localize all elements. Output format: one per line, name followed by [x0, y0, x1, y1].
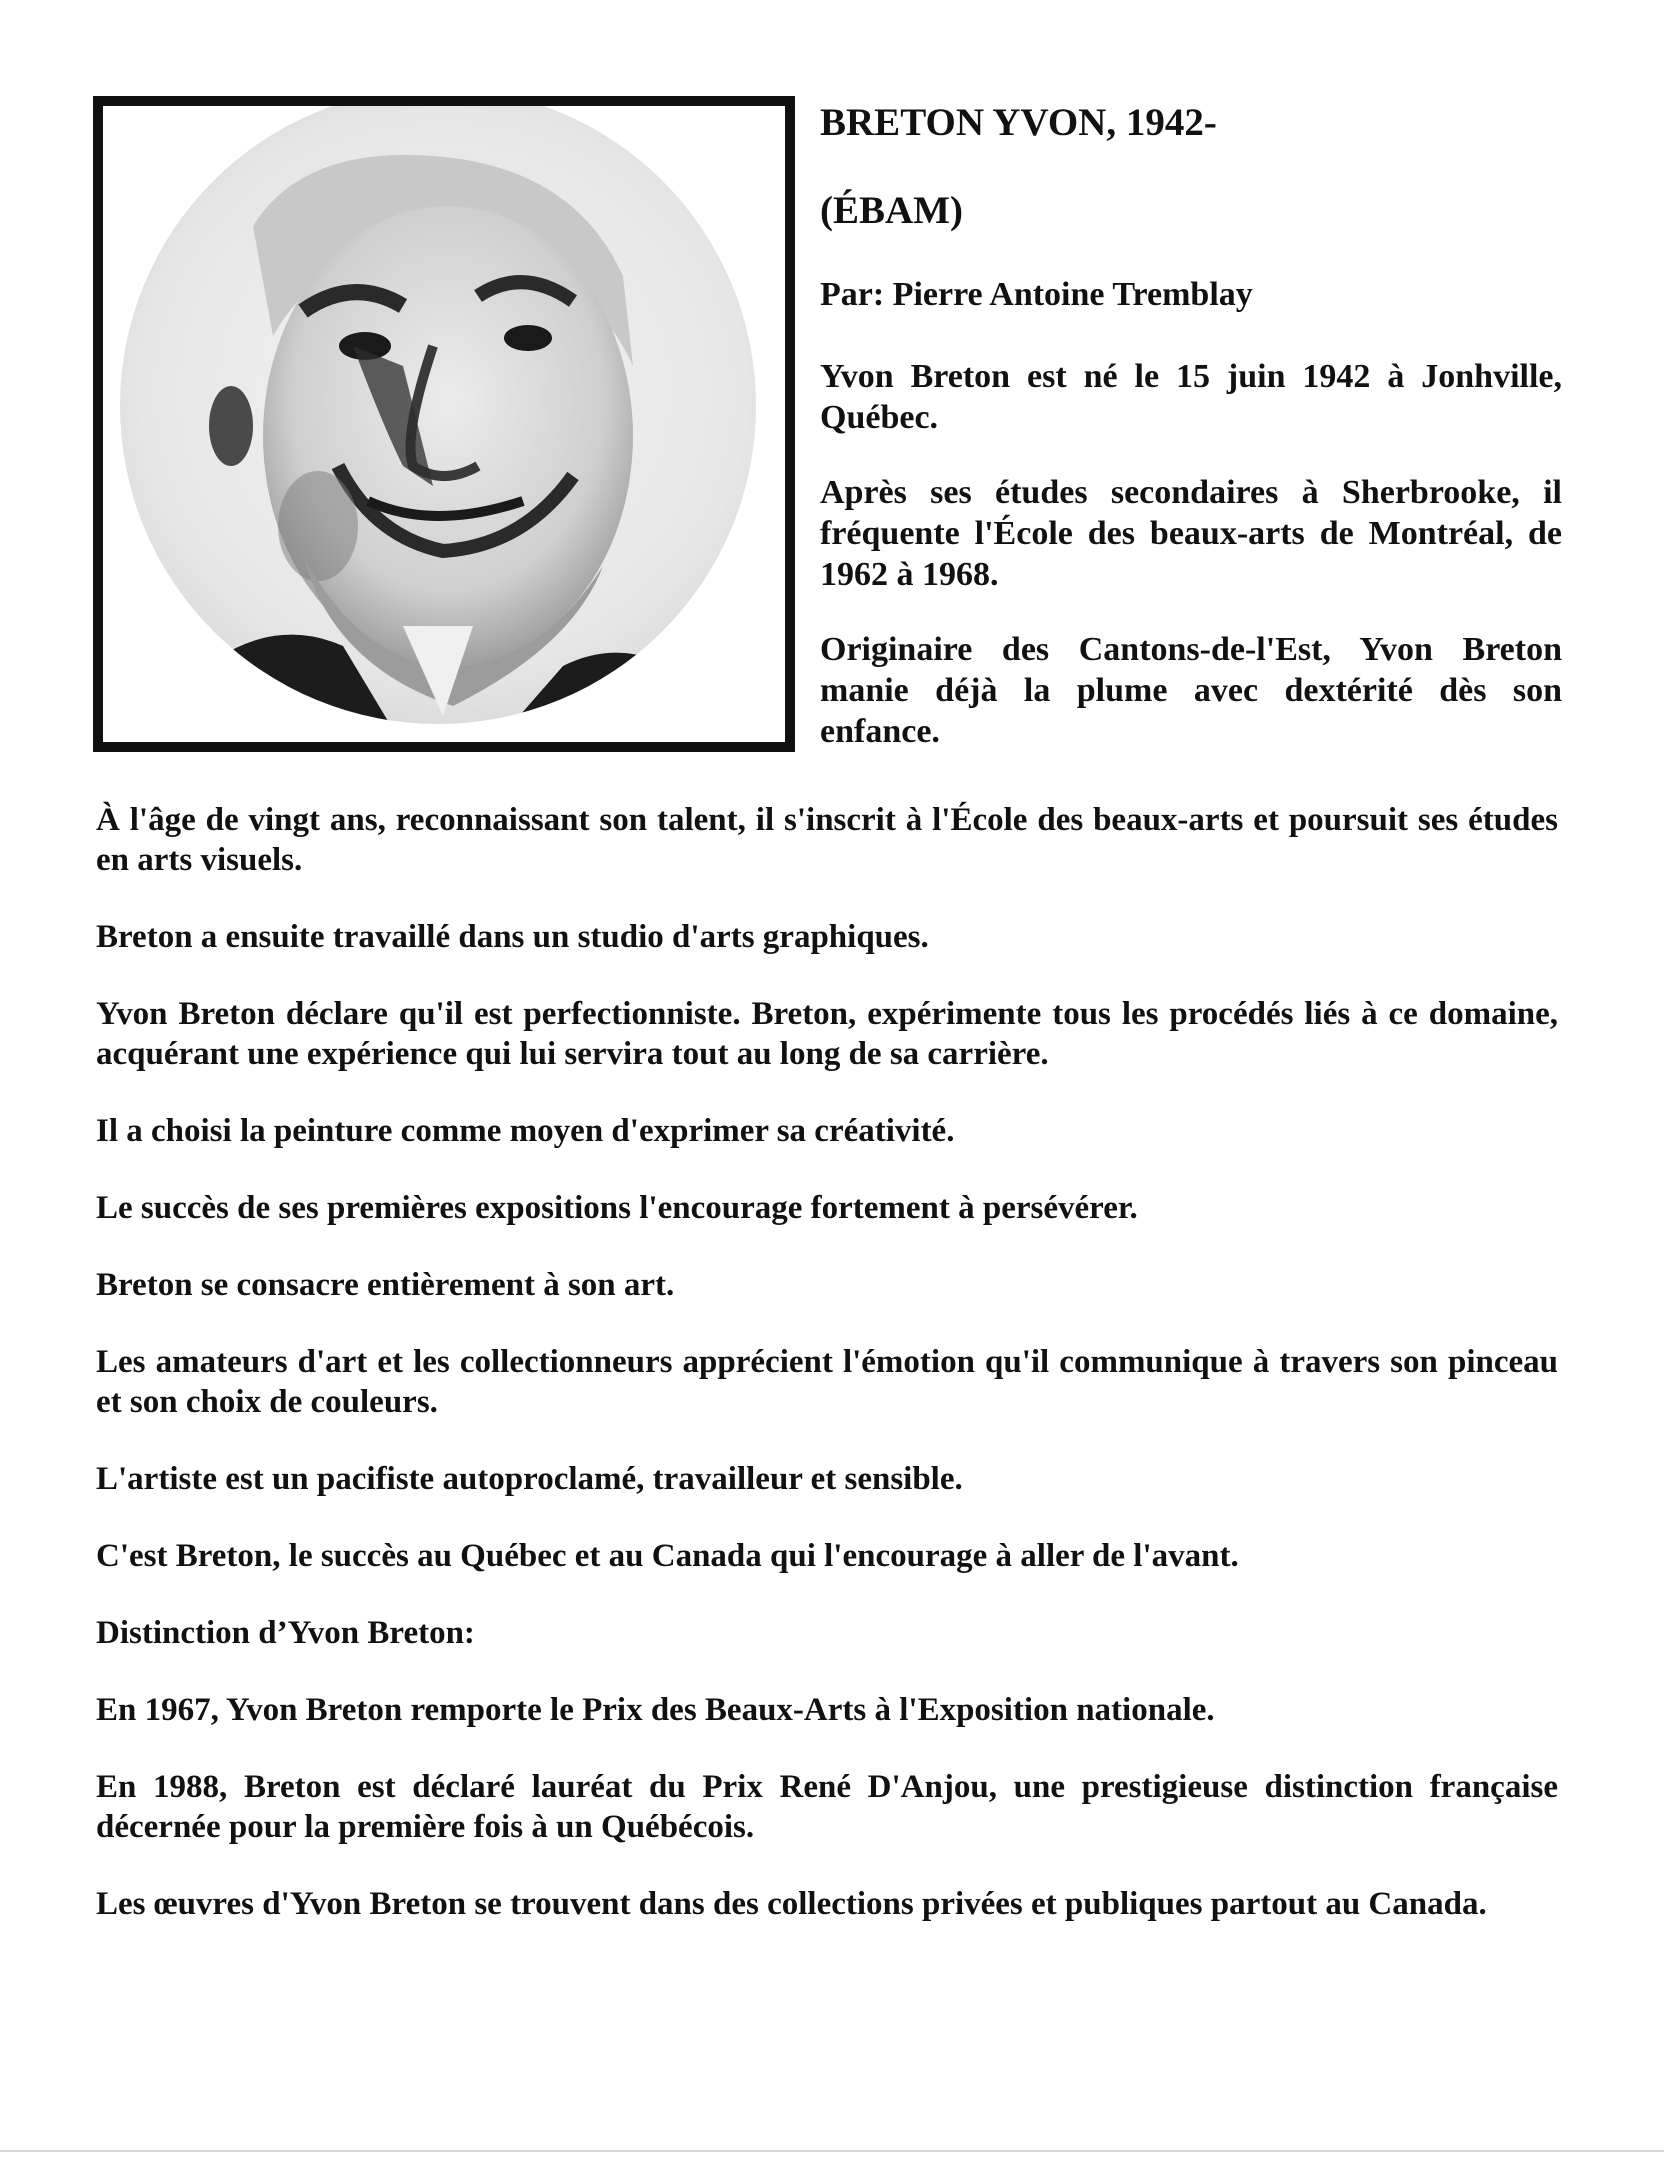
portrait-photo: [93, 96, 795, 752]
body-paragraph: En 1967, Yvon Breton remporte le Prix des Beaux-Arts à l'Exposition nationale.: [96, 1692, 1215, 1728]
header-column: [820, 98, 1562, 786]
body-paragraph: À l'âge de vingt ans, reconnaissant son talent, il s'inscrit à l'École des beaux-arts et poursuit ses études en arts visuels.: [96, 802, 1558, 878]
body-paragraph: Les œuvres d'Yvon Breton se trouvent dans des collections privées et publiques partout au Canada.: [96, 1886, 1487, 1922]
school-heading: (ÉBAM): [820, 189, 963, 232]
body-paragraph: Le succès de ses premières expositions l'encourage fortement à persévérer.: [96, 1190, 1138, 1226]
portrait-image: [103, 106, 785, 742]
body-paragraph: C'est Breton, le succès au Québec et au Canada qui l'encourage à aller de l'avant.: [96, 1538, 1239, 1574]
biography-body: [96, 800, 1558, 1961]
body-paragraph: Breton a ensuite travaillé dans un studio d'arts graphiques.: [96, 919, 929, 955]
intro-paragraph: Yvon Breton est né le 15 juin 1942 à Jonhville, Québec.: [820, 358, 1562, 436]
page-bottom-divider: [0, 2150, 1664, 2152]
artist-name-heading: BRETON YVON, 1942-: [820, 101, 1217, 144]
author-byline: Par: Pierre Antoine Tremblay: [820, 276, 1253, 313]
intro-paragraph: Originaire des Cantons-de-l'Est, Yvon Breton manie déjà la plume avec dextérité dès son enfance.: [820, 631, 1562, 750]
body-paragraph: Breton se consacre entièrement à son art.: [96, 1267, 675, 1303]
body-paragraph: Les amateurs d'art et les collectionneurs apprécient l'émotion qu'il communique à travers son pinceau et son choix de couleurs.: [96, 1344, 1558, 1420]
body-paragraph: L'artiste est un pacifiste autoproclamé, travailleur et sensible.: [96, 1461, 963, 1497]
intro-paragraph: Après ses études secondaires à Sherbrooke, il fréquente l'École des beaux-arts de Montréal, de 1962 à 1968.: [820, 474, 1562, 593]
body-paragraph: En 1988, Breton est déclaré lauréat du Prix René D'Anjou, une prestigieuse distinction française décernée pour la première fois à un Québécois.: [96, 1769, 1558, 1845]
distinction-heading: Distinction d’Yvon Breton:: [96, 1615, 475, 1651]
body-paragraph: Il a choisi la peinture comme moyen d'exprimer sa créativité.: [96, 1113, 955, 1149]
body-paragraph: Yvon Breton déclare qu'il est perfectionniste. Breton, expérimente tous les procédés liés à ce domaine, acquérant une expérience qui lui servira tout au long de sa carrière.: [96, 996, 1558, 1072]
